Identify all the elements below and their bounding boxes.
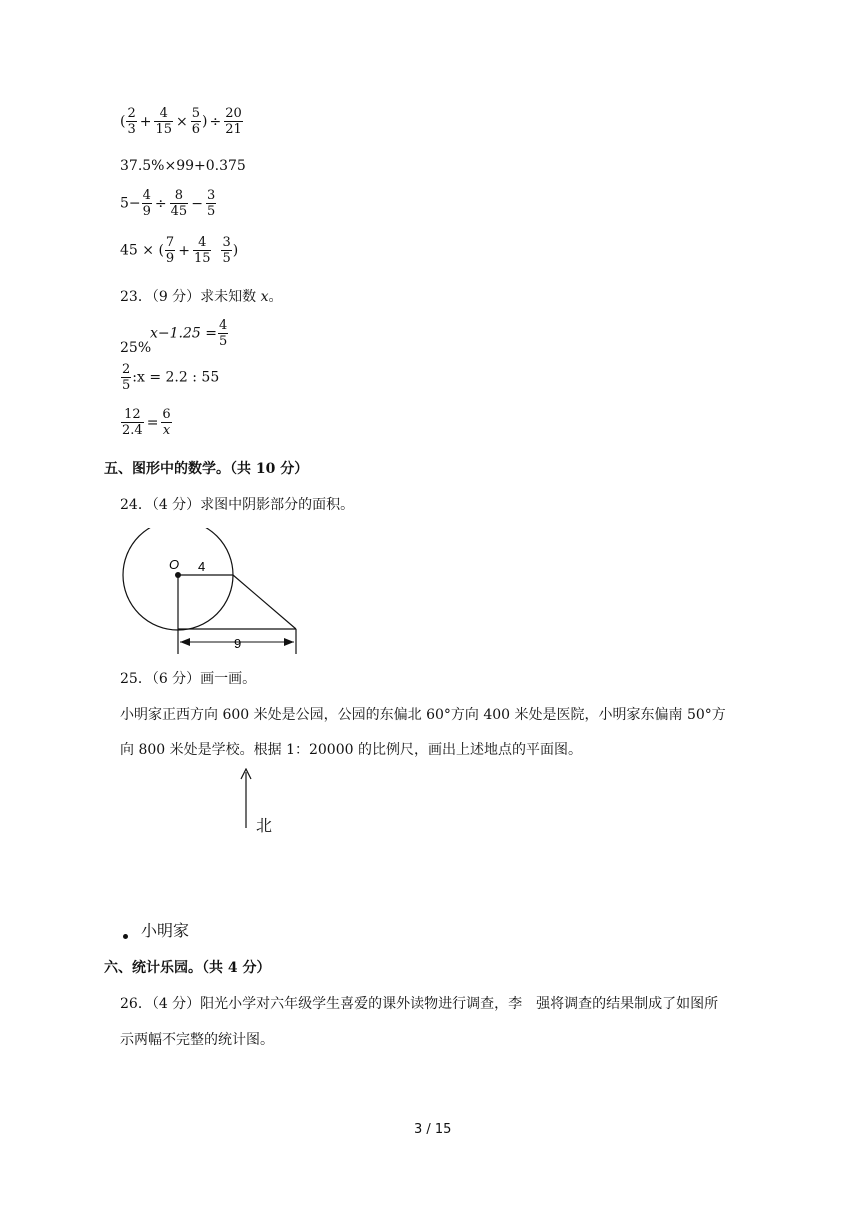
question-25-line-1: 小明家正西方向 600 米处是公园，公园的东偏北 60°方向 400 米处是医院，小明家东偏南 50°方 bbox=[120, 707, 726, 723]
page-number: 3 / 15 bbox=[414, 1122, 452, 1137]
home-label: 小明家 bbox=[141, 921, 190, 940]
equation-1: x−1.25 = $\frac{4}{5}$ bbox=[150, 318, 228, 349]
center-point bbox=[175, 572, 181, 578]
north-arrow-icon bbox=[240, 768, 252, 830]
home-point bbox=[123, 934, 128, 939]
expression-4: 45 × ( $\frac{7}{9}$ + $\frac{4}{15}$ $\frac{3}{5}$ ) bbox=[120, 235, 239, 266]
dimension-arrow-right-icon bbox=[284, 638, 294, 646]
center-label: O bbox=[169, 557, 180, 572]
question-24-title: 24．（4 分）求图中阴影部分的面积。 bbox=[120, 497, 355, 513]
north-label: 北 bbox=[256, 816, 273, 835]
section-5-heading: 五、图形中的数学。（共 10 分） bbox=[104, 461, 309, 477]
radius-label: 4 bbox=[198, 559, 206, 574]
figure-24-diagram bbox=[118, 528, 308, 658]
expression-1: ( $\frac{2}{3}$ + $\frac{4}{15}$ × $\frac{5}{6}$ ) ÷ $\frac{20}{21}$ bbox=[120, 106, 242, 137]
equation-1-percent: 25% bbox=[120, 340, 152, 356]
question-26-line-1: 26．（4 分）阳光小学对六年级学生喜爱的课外读物进行调查，李 强将调查的结果制成了如图所 bbox=[120, 996, 719, 1012]
section-6-heading: 六、统计乐园。（共 4 分） bbox=[104, 960, 271, 976]
length-label: 9 bbox=[234, 636, 242, 651]
question-25-title: 25．（6 分）画一画。 bbox=[120, 671, 257, 687]
expression-3: 5− $\frac{4}{9}$ ÷ $\frac{8}{45}$ − $\frac{3}{5}$ bbox=[120, 188, 216, 219]
question-23-title: 23．（9 分）求未知数 x。 bbox=[120, 289, 283, 305]
question-25-line-2: 向 800 米处是学校。根据 1：20000 的比例尺，画出上述地点的平面图。 bbox=[120, 742, 582, 758]
equation-2: $\frac{2}{5}$ :x = 2.2 : 55 bbox=[122, 362, 220, 393]
expression-2: 37.5%×99+0.375 bbox=[120, 158, 246, 174]
triangle-hypotenuse bbox=[233, 575, 296, 629]
equation-3: $\frac{12}{2.4}$ = $\frac{6}{x}$ bbox=[122, 407, 171, 438]
dimension-arrow-left-icon bbox=[180, 638, 190, 646]
question-26-line-2: 示两幅不完整的统计图。 bbox=[120, 1032, 274, 1048]
